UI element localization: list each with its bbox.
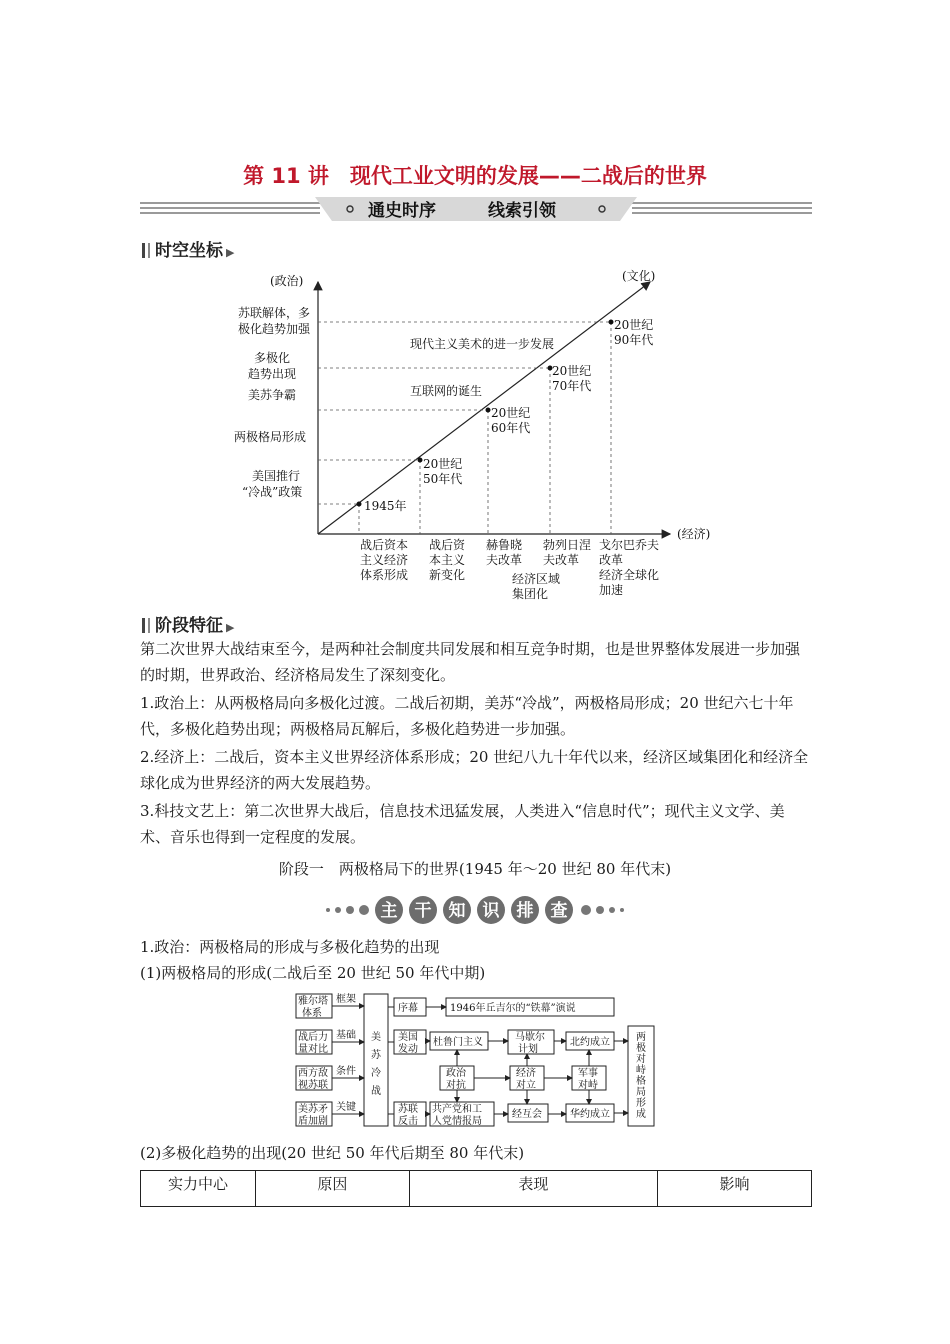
- svg-text:峙: 峙: [636, 1065, 646, 1076]
- politics-heading: 1.政治：两极格局的形成与多极化趋势的出现: [140, 938, 440, 956]
- features-paragraph: 第二次世界大战结束至今，是两种社会制度共同发展和相互竞争时期，也是世界整体发展进一步加强的时期，世界政治、经济格局发生了深刻变化。: [140, 640, 801, 684]
- bottom-label: 战后资本: [360, 538, 409, 552]
- page-title: 第 11 讲 现代工业文明的发展——二战后的世界: [243, 164, 707, 188]
- left-label: 美国推行: [252, 469, 301, 483]
- left-label: 多极化: [254, 351, 291, 365]
- point-label: 20世纪: [614, 318, 654, 332]
- svg-text:战: 战: [371, 1086, 381, 1097]
- svg-text:苏联: 苏联: [398, 1104, 418, 1115]
- bottom-label: 夫改革: [486, 553, 523, 567]
- svg-text:对: 对: [636, 1054, 646, 1065]
- timeline-chart: [230, 262, 730, 602]
- svg-text:华约成立: 华约成立: [570, 1109, 610, 1120]
- point-label: 60年代: [491, 421, 531, 435]
- diagonal-line: [318, 282, 650, 534]
- banner-right: 线索引领: [488, 201, 556, 221]
- bottom-label: 经济区域: [512, 572, 561, 586]
- point-90s: [609, 320, 614, 325]
- knowledge-banner: [320, 893, 630, 927]
- bottom-label: 经济全球化: [599, 568, 660, 582]
- y-axis-label: (政治): [270, 274, 304, 288]
- point-label: 20世纪: [423, 457, 463, 471]
- svg-text:关键: 关键: [336, 1102, 356, 1113]
- svg-text:政治: 政治: [446, 1068, 466, 1079]
- banner-char: 识: [482, 901, 500, 921]
- section-banner: [140, 195, 812, 225]
- section-features: 阶段特征 ▶: [142, 611, 234, 636]
- svg-text:西方敌: 西方敌: [298, 1068, 328, 1079]
- point-1945: [357, 502, 362, 507]
- svg-text:军事: 军事: [578, 1068, 598, 1079]
- svg-text:格: 格: [636, 1076, 646, 1087]
- svg-text:美苏矛: 美苏矛: [298, 1104, 328, 1115]
- triangle-icon: ▶: [226, 246, 235, 259]
- point-label: 50年代: [423, 472, 463, 486]
- culture-label: 互联网的诞生: [410, 384, 483, 398]
- left-label: 美苏争霸: [248, 388, 297, 402]
- bottom-label: 勃列日涅: [543, 538, 592, 552]
- left-label: “冷战”政策: [242, 485, 303, 499]
- svg-text:杜鲁门主义: 杜鲁门主义: [433, 1037, 483, 1048]
- bottom-label: 主义经济: [360, 553, 409, 567]
- svg-text:计划: 计划: [518, 1044, 538, 1055]
- table-header: 实力中心: [141, 1171, 256, 1207]
- svg-text:两: 两: [636, 1032, 646, 1043]
- point-label: 1945年: [364, 499, 407, 513]
- features-culture: 3.科技文艺上：第二次世界大战后，信息技术迅猛发展，人类进入“信息时代”；现代主义文学、美术、音乐也得到一定程度的发展。: [140, 802, 785, 846]
- cold-war-flow-diagram: [290, 990, 660, 1130]
- bottom-label: 赫鲁晓: [486, 538, 523, 552]
- left-label: 趋势出现: [248, 367, 297, 381]
- point-label: 90年代: [614, 333, 654, 347]
- svg-text:盾加剧: 盾加剧: [298, 1116, 328, 1127]
- stage-title: 阶段一 两极格局下的世界(1945 年～20 世纪 80 年代末): [278, 860, 672, 878]
- point-60s: [486, 408, 491, 413]
- svg-text:1946年丘吉尔的“铁幕”演说: 1946年丘吉尔的“铁幕”演说: [450, 1003, 576, 1014]
- banner-char: 查: [550, 901, 568, 921]
- multipolar-table: [140, 1170, 812, 1207]
- svg-text:共产党和工: 共产党和工: [432, 1104, 482, 1115]
- table-header: 原因: [255, 1171, 409, 1207]
- left-label: 两极格局形成: [234, 430, 307, 444]
- svg-text:成: 成: [636, 1109, 646, 1120]
- svg-text:量对比: 量对比: [298, 1044, 328, 1055]
- svg-text:美: 美: [371, 1032, 381, 1043]
- point-label: 70年代: [552, 379, 592, 393]
- svg-text:条件: 条件: [336, 1066, 356, 1077]
- point-label: 20世纪: [552, 364, 592, 378]
- point-50s: [418, 458, 423, 463]
- svg-text:极: 极: [636, 1043, 646, 1054]
- svg-text:雅尔塔: 雅尔塔: [298, 996, 328, 1007]
- svg-text:战后力: 战后力: [298, 1032, 328, 1043]
- table-header: 表现: [409, 1171, 657, 1207]
- svg-text:对峙: 对峙: [578, 1080, 598, 1091]
- svg-text:视苏联: 视苏联: [298, 1080, 328, 1091]
- svg-text:经互会: 经互会: [512, 1109, 542, 1120]
- bottom-label: 战后资: [429, 538, 466, 552]
- svg-text:马歇尔: 马歇尔: [515, 1032, 545, 1043]
- svg-text:局: 局: [636, 1087, 646, 1098]
- left-label: 苏联解体，多: [238, 306, 311, 320]
- svg-text:苏: 苏: [371, 1050, 381, 1061]
- svg-text:北约成立: 北约成立: [570, 1037, 610, 1048]
- svg-text:反击: 反击: [398, 1116, 418, 1127]
- bottom-label: 本主义: [429, 553, 466, 567]
- banner-char: 知: [448, 901, 466, 921]
- banner-left: 通史时序: [368, 201, 436, 221]
- x-axis-label: (经济): [677, 527, 711, 541]
- diagonal-label: (文化): [622, 269, 656, 283]
- svg-text:对抗: 对抗: [446, 1080, 466, 1091]
- guide-lines: [318, 322, 611, 534]
- table-header: 影响: [657, 1171, 811, 1207]
- svg-text:发动: 发动: [398, 1044, 418, 1055]
- svg-text:美国: 美国: [398, 1032, 418, 1043]
- politics-sub2: (2)多极化趋势的出现(20 世纪 50 年代后期至 80 年代末): [140, 1144, 525, 1162]
- bottom-label: 戈尔巴乔夫: [599, 538, 660, 552]
- section-timespace: 时空坐标 ▶: [142, 236, 234, 261]
- svg-text:冷: 冷: [371, 1068, 381, 1079]
- bottom-label: 新变化: [429, 568, 466, 582]
- svg-text:框架: 框架: [336, 994, 356, 1005]
- svg-text:形: 形: [636, 1098, 646, 1109]
- culture-label: 现代主义美术的进一步发展: [410, 337, 555, 351]
- svg-text:体系: 体系: [302, 1008, 322, 1019]
- politics-sub1: (1)两极格局的形成(二战后至 20 世纪 50 年代中期): [140, 964, 486, 982]
- svg-text:对立: 对立: [516, 1080, 536, 1091]
- banner-char: 主: [380, 901, 398, 921]
- svg-text:序幕: 序幕: [398, 1003, 418, 1014]
- point-label: 20世纪: [491, 406, 531, 420]
- bottom-label: 体系形成: [360, 568, 409, 582]
- features-politics: 1.政治上：从两极格局向多极化过渡。二战后初期，美苏“冷战”，两极格局形成；20 世纪六七十年代，多极化趋势出现；两极格局瓦解后，多极化趋势进一步加强。: [140, 694, 794, 738]
- svg-text:人党情报局: 人党情报局: [432, 1116, 482, 1127]
- bottom-label: 夫改革: [543, 553, 580, 567]
- bottom-label: 集团化: [512, 587, 549, 601]
- banner-char: 干: [414, 901, 432, 921]
- banner-char: 排: [516, 901, 534, 921]
- bottom-label: 改革: [599, 553, 624, 567]
- svg-text:经济: 经济: [516, 1068, 536, 1079]
- left-label: 极化趋势加强: [238, 322, 311, 336]
- svg-text:基础: 基础: [336, 1030, 356, 1041]
- features-economy: 2.经济上：二战后，资本主义世界经济体系形成；20 世纪八九十年代以来，经济区域集团化和经济全球化成为世界经济的两大发展趋势。: [140, 748, 809, 792]
- triangle-icon: ▶: [226, 621, 235, 634]
- bottom-label: 加速: [599, 583, 624, 597]
